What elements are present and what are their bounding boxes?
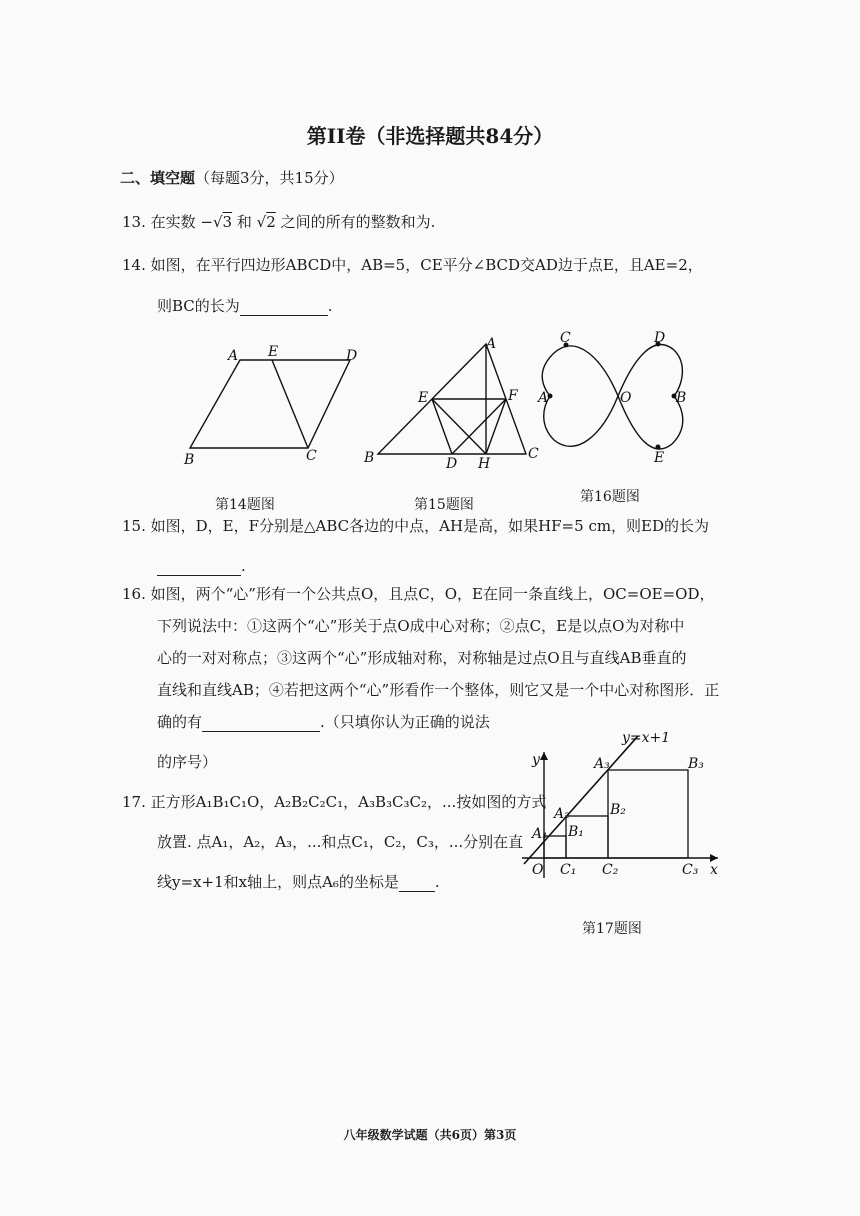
label-b: B — [676, 390, 687, 406]
label-e: E — [654, 450, 665, 466]
label-c: C — [560, 330, 571, 346]
q14-line2-pre: 则BC的长为 — [157, 297, 240, 315]
segment-ce — [272, 360, 308, 448]
figure-16 — [536, 328, 696, 468]
q14-answer-blank[interactable] — [240, 299, 328, 316]
page-title: 第II卷（非选择题共84分） — [306, 124, 554, 148]
parallelogram-abcd — [190, 360, 350, 448]
y-axis-arrow — [540, 752, 548, 760]
label-d: D — [446, 456, 458, 472]
q13-mid: 和 — [236, 213, 252, 231]
point-e — [656, 445, 661, 450]
line-y-equals-x-plus-1 — [524, 736, 638, 864]
question-15-line2 — [157, 556, 246, 576]
q15-answer-blank[interactable] — [157, 559, 241, 576]
caption-fig14: 第14题图 — [215, 497, 275, 513]
caption-fig15: 第15题图 — [414, 497, 474, 513]
question-17-line2: 放置. 点A₁，A₂，A₃，...和点C₁，C₂，C₃，...分别在直 — [157, 833, 524, 851]
q17-answer-blank[interactable] — [399, 875, 435, 892]
caption-fig16: 第16题图 — [580, 489, 640, 505]
label-line: y=x+1 — [622, 732, 671, 746]
section-note: （每题3分，共15分） — [195, 169, 344, 187]
label-b: B — [184, 452, 195, 468]
point-a — [548, 394, 553, 399]
section-label: 二、填空题 — [120, 169, 196, 187]
question-16-line3: 心的一对对称点；③这两个“心”形成轴对称，对称轴是过点O且与直线AB垂直的 — [157, 649, 687, 667]
label-c3: C₃ — [682, 862, 699, 878]
label-c: C — [528, 446, 539, 462]
question-14-line1: 14. 如图，在平行四边形ABCD中，AB=5，CE平分∠BCD交AD边于点E，且AE=2， — [122, 256, 703, 274]
label-b: B — [364, 450, 375, 466]
label-a1: A₁ — [532, 826, 548, 842]
page-footer: 八年级数学试题（共6页）第3页 — [343, 1128, 517, 1142]
segment-eh — [432, 399, 486, 454]
label-f: F — [508, 388, 518, 404]
q14-line2-post: . — [327, 297, 333, 315]
label-a3: A₃ — [594, 756, 610, 772]
label-o: O — [620, 390, 632, 406]
q13-post: 之间的所有的整数和为. — [280, 213, 436, 231]
section-heading — [120, 168, 344, 188]
label-d: D — [654, 330, 666, 346]
sqrt2-expr: √2 — [256, 213, 276, 231]
label-d: D — [346, 348, 358, 364]
caption-fig17: 第17题图 — [582, 921, 642, 937]
label-a2: A₂ — [554, 806, 570, 822]
question-14-line2 — [157, 296, 333, 316]
question-16-line5 — [157, 712, 490, 732]
question-15-line1: 15. 如图，D，E，F分别是△ABC各边的中点，AH是高，如果HF=5 cm，则ED的长为 — [122, 517, 710, 535]
label-y: y — [532, 752, 540, 768]
question-13 — [122, 212, 435, 232]
label-b2: B₂ — [610, 802, 626, 818]
question-17-line3 — [157, 872, 440, 892]
label-o: O — [532, 862, 544, 878]
label-c: C — [306, 448, 317, 464]
question-16-line6: 的序号） — [157, 753, 218, 771]
q16-line5-pre: 确的有 — [157, 713, 203, 731]
label-b3: B₃ — [688, 756, 704, 772]
question-17-line1: 17. 正方形A₁B₁C₁O，A₂B₂C₂C₁，A₃B₃C₃C₂，...按如图的方式 — [122, 793, 547, 811]
label-e: E — [418, 390, 429, 406]
segment-ed — [432, 399, 452, 454]
question-16-line4: 直线和直线AB；④若把这两个“心”形看作一个整体，则它又是一个中心对称图形．正 — [157, 681, 720, 699]
label-c1: C₁ — [560, 862, 577, 878]
q13-pre: 13. 在实数 — [122, 213, 196, 231]
segment-fd — [452, 399, 506, 454]
label-a: A — [228, 348, 239, 364]
label-a: A — [538, 390, 549, 406]
x-axis-arrow — [710, 854, 718, 862]
question-16-line1: 16. 如图，两个“心”形有一个公共点O，且点C，O，E在同一条直线上，OC=OE=OD， — [122, 585, 715, 603]
segment-fh — [486, 399, 506, 454]
sqrt3-expr: −√3 — [200, 213, 233, 231]
q15-line2-post: . — [241, 557, 246, 575]
q17-line3-pre: 线y=x+1和x轴上，则点A₆的坐标是 — [157, 873, 399, 891]
figure-17 — [518, 732, 724, 882]
figure-14 — [180, 340, 370, 470]
heart-left — [542, 346, 618, 446]
q17-line3-post: . — [434, 873, 440, 891]
label-h: H — [478, 456, 491, 472]
label-c2: C₂ — [602, 862, 619, 878]
figure-15 — [360, 334, 540, 474]
q16-line5-post: .（只填你认为正确的说法 — [320, 713, 490, 731]
label-x: x — [710, 862, 718, 878]
question-16-line2: 下列说法中：①这两个“心”形关于点O成中心对称；②点C，E是以点O为对称中 — [157, 617, 685, 635]
label-e: E — [268, 344, 279, 360]
q16-answer-blank[interactable] — [202, 715, 320, 732]
label-a: A — [486, 336, 497, 352]
label-b1: B₁ — [568, 824, 584, 840]
